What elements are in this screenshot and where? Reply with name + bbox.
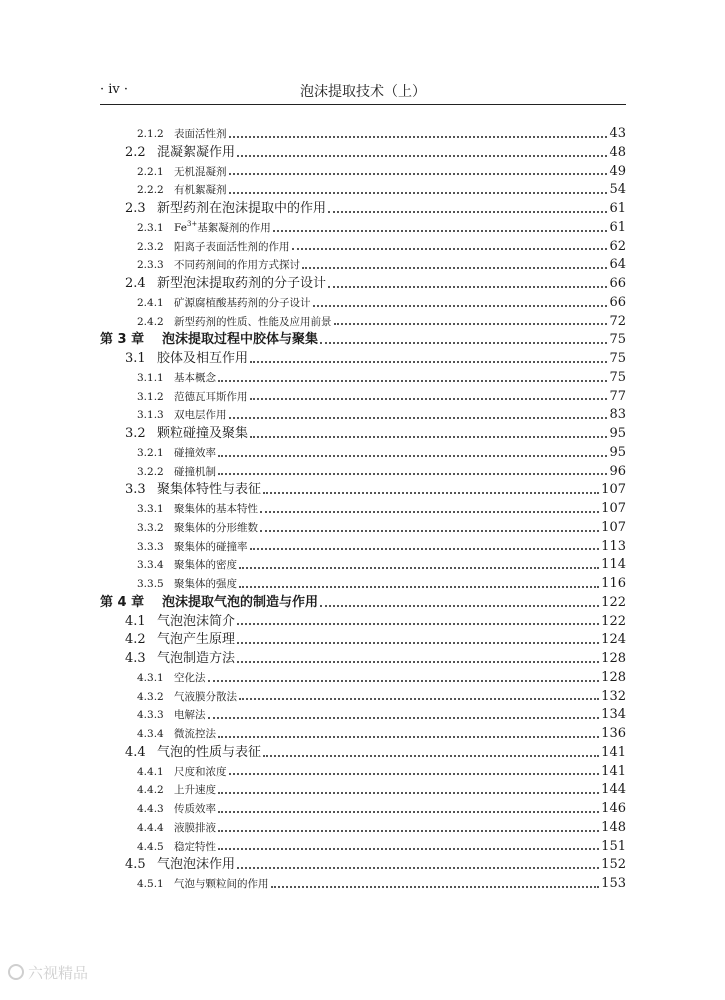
toc-entry-page-number: 61 (609, 201, 626, 216)
toc-entry-page-number: 113 (601, 538, 626, 554)
dot-leader (237, 155, 607, 157)
toc-subsection-entry[interactable] (100, 238, 626, 257)
toc-entry-number: 4.5 (125, 857, 146, 873)
toc-entry-title: 基本概念 (174, 371, 216, 384)
toc-entry-title-rest: 基絮凝剂的作用 (197, 221, 271, 234)
dot-leader (218, 473, 607, 475)
dot-leader (208, 680, 600, 682)
toc-entry-title: 聚集体特性与表征 (157, 482, 262, 498)
toc-subsection-entry[interactable] (100, 163, 626, 182)
toc-entry-page-number: 49 (609, 163, 626, 179)
toc-entry-number: 3.1.2 (137, 390, 164, 403)
toc-entry-number: 2.3 (125, 201, 146, 216)
toc-subsection-entry[interactable] (100, 313, 626, 332)
toc-entry-number: 3.1 (125, 351, 146, 366)
toc-section-entry[interactable] (100, 425, 626, 444)
book-title: 泡沫提取技术（上） (300, 84, 426, 100)
toc-entry-title: 阳离子表面活性剂的作用 (174, 240, 290, 253)
toc-subsection-entry[interactable] (100, 800, 626, 819)
toc-entry-number: 4.3 (125, 651, 146, 666)
watermark-text: 六视精品 (28, 964, 89, 982)
dot-leader (302, 267, 607, 269)
toc-entry-page-number: 77 (609, 388, 626, 404)
dot-leader (239, 698, 599, 700)
dot-leader (263, 492, 599, 494)
toc-subsection-entry[interactable] (100, 444, 626, 463)
page-number: · iv · (100, 82, 129, 97)
toc-entry-page-number: 75 (609, 369, 626, 385)
toc-subsection-entry[interactable] (100, 538, 626, 557)
toc-entry-title: 气液膜分散法 (174, 690, 237, 703)
toc-entry-number: 第 3 章 (100, 332, 145, 348)
toc-entry-title (174, 219, 271, 238)
dot-leader (271, 886, 600, 888)
dot-leader (218, 380, 607, 382)
toc-entry-title: 双电层作用 (174, 409, 227, 422)
toc-entry-title-superscript: 3+ (186, 219, 198, 228)
toc-subsection-entry[interactable] (100, 463, 626, 482)
dot-leader (320, 342, 607, 344)
dot-leader (250, 436, 607, 438)
toc-subsection-entry[interactable] (100, 781, 626, 800)
toc-entry-page-number: 75 (609, 351, 626, 366)
watermark-logo-icon (8, 964, 24, 980)
toc-subsection-entry[interactable] (100, 819, 626, 838)
toc-section-entry[interactable] (100, 613, 626, 632)
toc-entry-number: 3.3.5 (137, 578, 164, 590)
toc-entry-page-number: 43 (609, 126, 626, 141)
toc-entry-title: 气泡制造方法 (157, 651, 236, 666)
toc-subsection-entry[interactable] (100, 875, 626, 894)
toc-entry-page-number: 136 (601, 726, 626, 741)
toc-subsection-entry[interactable] (100, 669, 626, 688)
toc-entry-page-number: 62 (609, 238, 626, 254)
toc-entry-title: 颗粒碰撞及聚集 (157, 426, 249, 441)
toc-entry-page-number: 96 (609, 463, 626, 479)
dot-leader (250, 548, 600, 550)
toc-subsection-entry[interactable] (100, 406, 626, 425)
toc-subsection-entry[interactable] (100, 688, 626, 707)
toc-section-entry[interactable] (100, 744, 626, 763)
toc-entry-title: 气泡泡沫作用 (157, 857, 236, 873)
toc-entry-number: 2.4.2 (137, 315, 164, 328)
toc-entry-page-number: 124 (601, 632, 626, 648)
dot-leader (237, 642, 599, 644)
toc-entry-title: 表面活性剂 (174, 128, 227, 140)
toc-entry-number: 4.1 (125, 613, 146, 629)
toc-subsection-entry[interactable] (100, 519, 626, 538)
toc-entry-page-number: 141 (601, 744, 626, 760)
toc-entry-number: 2.4 (125, 276, 146, 291)
toc-entry-title: 聚集体的基本特性 (174, 503, 258, 515)
dot-leader (237, 661, 599, 663)
toc-entry-number: 4.4.4 (137, 821, 164, 834)
toc-entry-title: 电解法 (174, 709, 206, 722)
table-of-contents (100, 125, 626, 894)
toc-subsection-entry[interactable] (100, 256, 626, 275)
dot-leader (260, 530, 599, 532)
toc-entry-page-number: 54 (609, 182, 626, 198)
toc-entry-page-number: 141 (601, 763, 626, 779)
toc-entry-number: 4.4.1 (137, 765, 164, 778)
dot-leader (260, 511, 599, 513)
dot-leader (218, 811, 599, 813)
page-header (100, 80, 626, 102)
toc-entry-number: 3.3 (125, 482, 146, 498)
toc-entry-page-number: 116 (601, 576, 626, 591)
dot-leader (218, 830, 599, 832)
toc-subsection-entry[interactable] (100, 575, 626, 594)
dot-leader (328, 286, 607, 288)
toc-entry-page-number: 48 (609, 144, 626, 160)
toc-entry-number: 2.4.1 (137, 296, 164, 309)
dot-leader (229, 173, 608, 175)
toc-entry-page-number: 114 (601, 557, 626, 573)
toc-entry-page-number: 107 (601, 519, 626, 535)
toc-entry-number: 2.2.2 (137, 184, 164, 197)
toc-entry-title: 新型药剂的性质、性能及应用前景 (174, 315, 332, 328)
toc-entry-title: 矿源腐植酸基药剂的分子设计 (174, 296, 311, 309)
toc-entry-number: 4.4 (125, 744, 146, 760)
toc-entry-page-number: 152 (601, 857, 626, 873)
toc-entry-title: 聚集体的密度 (174, 559, 237, 572)
toc-entry-page-number: 64 (609, 257, 626, 273)
toc-subsection-entry[interactable] (100, 388, 626, 407)
toc-entry-page-number: 148 (601, 819, 626, 835)
toc-entry-title: 空化法 (174, 671, 206, 684)
toc-section-entry[interactable] (100, 275, 626, 294)
toc-entry-title: 液膜排液 (174, 821, 216, 834)
dot-leader (273, 230, 608, 232)
toc-section-entry[interactable] (100, 856, 626, 875)
dot-leader (218, 736, 599, 738)
toc-chapter-entry[interactable] (100, 594, 626, 613)
toc-section-entry[interactable] (100, 200, 626, 219)
toc-entry-number: 3.3.2 (137, 521, 164, 534)
toc-entry-title: 泡沫提取气泡的制造与作用 (162, 594, 319, 610)
toc-entry-page-number: 75 (609, 332, 626, 348)
toc-entry-title: 稳定特性 (174, 840, 216, 853)
dot-leader (218, 848, 599, 850)
toc-entry-title: 胶体及相互作用 (157, 351, 249, 366)
dot-leader (208, 717, 600, 719)
toc-entry-page-number: 72 (609, 313, 626, 329)
toc-section-entry[interactable] (100, 481, 626, 500)
toc-entry-page-number: 95 (609, 426, 626, 441)
toc-entry-page-number: 128 (601, 651, 626, 666)
toc-entry-page-number: 128 (601, 669, 626, 685)
toc-entry-title: 新型药剂在泡沫提取中的作用 (157, 201, 327, 216)
toc-subsection-entry[interactable] (100, 294, 626, 313)
toc-entry-number: 4.3.2 (137, 690, 164, 703)
toc-entry-page-number: 66 (609, 276, 626, 291)
toc-entry-page-number: 151 (601, 838, 626, 854)
toc-entry-number: 2.2.1 (137, 165, 164, 178)
toc-entry-number: 3.2 (125, 426, 146, 441)
toc-subsection-entry[interactable] (100, 838, 626, 857)
toc-entry-number: 3.3.1 (137, 503, 164, 515)
toc-chapter-entry[interactable] (100, 331, 626, 350)
dot-leader (229, 192, 608, 194)
toc-entry-title: 无机混凝剂 (174, 165, 227, 178)
toc-entry-number: 4.3.3 (137, 709, 164, 722)
toc-entry-number: 4.3.4 (137, 728, 164, 740)
toc-entry-title: 范德瓦耳斯作用 (174, 390, 248, 403)
toc-entry-title: 不同药剂间的作用方式探讨 (174, 259, 300, 272)
toc-entry-page-number: 153 (601, 876, 626, 891)
dot-leader (328, 211, 607, 213)
toc-entry-page-number: 61 (609, 219, 626, 235)
toc-entry-page-number: 66 (609, 294, 626, 310)
toc-subsection-entry[interactable] (100, 556, 626, 575)
toc-subsection-entry[interactable] (100, 125, 626, 144)
toc-entry-title: 聚集体的碰撞率 (174, 540, 248, 553)
toc-entry-title: 微流控法 (174, 728, 216, 740)
toc-entry-page-number: 132 (601, 688, 626, 704)
toc-entry-number: 3.2.1 (137, 446, 164, 459)
toc-entry-title: 气泡泡沫简介 (157, 613, 236, 629)
toc-entry-page-number: 144 (601, 782, 626, 798)
dot-leader (229, 773, 600, 775)
toc-entry-title: 气泡与颗粒间的作用 (174, 878, 269, 890)
dot-leader (229, 136, 608, 138)
toc-entry-title: 新型泡沫提取药剂的分子设计 (157, 276, 327, 291)
toc-entry-number: 3.3.3 (137, 540, 164, 553)
toc-entry-title: 聚集体的分形维数 (174, 521, 258, 534)
toc-entry-number: 2.3.2 (137, 240, 164, 253)
toc-entry-number: 3.1.1 (137, 371, 164, 384)
toc-entry-title: 有机絮凝剂 (174, 184, 227, 197)
dot-leader (292, 248, 608, 250)
toc-entry-number: 3.2.2 (137, 465, 164, 478)
toc-section-entry[interactable] (100, 650, 626, 669)
toc-entry-number: 4.5.1 (137, 878, 164, 890)
toc-subsection-entry[interactable] (100, 181, 626, 200)
toc-entry-title: 气泡产生原理 (157, 632, 236, 648)
toc-entry-number: 3.3.4 (137, 559, 164, 572)
toc-entry-number: 3.1.3 (137, 409, 164, 422)
toc-subsection-entry[interactable] (100, 706, 626, 725)
dot-leader (229, 417, 608, 419)
toc-entry-number: 2.3.3 (137, 259, 164, 272)
dot-leader (250, 398, 608, 400)
toc-entry-title: 碰撞机制 (174, 465, 216, 478)
toc-entry-number: 第 4 章 (100, 594, 145, 610)
toc-entry-number: 2.2 (125, 144, 146, 160)
toc-entry-number: 2.3.1 (137, 221, 164, 234)
toc-entry-page-number: 146 (601, 801, 626, 816)
toc-entry-number: 4.3.1 (137, 671, 164, 684)
dot-leader (334, 323, 608, 325)
toc-subsection-entry[interactable] (100, 219, 626, 238)
dot-leader (250, 361, 607, 363)
toc-entry-page-number: 122 (601, 613, 626, 629)
toc-entry-page-number: 107 (601, 501, 626, 516)
toc-subsection-entry[interactable] (100, 500, 626, 519)
toc-entry-title: 碰撞效率 (174, 446, 216, 459)
toc-entry-page-number: 83 (609, 407, 626, 423)
toc-entry-number: 4.4.3 (137, 803, 164, 815)
toc-section-entry[interactable] (100, 350, 626, 369)
toc-entry-number: 4.4.2 (137, 784, 164, 797)
toc-subsection-entry[interactable] (100, 725, 626, 744)
toc-section-entry[interactable] (100, 631, 626, 650)
dot-leader (263, 755, 599, 757)
toc-entry-title: 上升速度 (174, 784, 216, 797)
toc-entry-title-prefix: Fe (174, 221, 187, 234)
dot-leader (320, 605, 599, 607)
dot-leader (237, 867, 599, 869)
toc-entry-page-number: 95 (609, 444, 626, 460)
toc-entry-title: 气泡的性质与表征 (157, 744, 262, 760)
dot-leader (218, 792, 599, 794)
header-rule (100, 104, 626, 105)
toc-entry-title: 混凝絮凝作用 (157, 144, 236, 160)
dot-leader (237, 623, 599, 625)
toc-section-entry[interactable] (100, 144, 626, 163)
dot-leader (313, 305, 608, 307)
toc-entry-title: 泡沫提取过程中胶体与聚集 (162, 332, 319, 348)
toc-subsection-entry[interactable] (100, 763, 626, 782)
toc-entry-page-number: 134 (601, 707, 626, 723)
toc-entry-page-number: 107 (601, 482, 626, 498)
dot-leader (239, 586, 599, 588)
toc-entry-page-number: 122 (601, 594, 626, 610)
toc-entry-number: 4.4.5 (137, 840, 164, 853)
toc-subsection-entry[interactable] (100, 369, 626, 388)
toc-entry-number: 4.2 (125, 632, 146, 648)
toc-entry-number: 2.1.2 (137, 128, 164, 140)
watermark (8, 962, 88, 983)
toc-entry-title: 传质效率 (174, 803, 216, 815)
toc-entry-title: 聚集体的强度 (174, 578, 237, 590)
dot-leader (239, 567, 599, 569)
dot-leader (218, 455, 607, 457)
toc-entry-title: 尺度和浓度 (174, 765, 227, 778)
